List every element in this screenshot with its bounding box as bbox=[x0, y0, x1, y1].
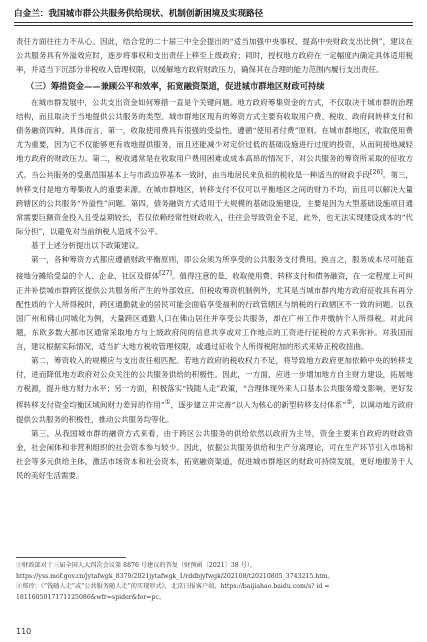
header-rule-thick bbox=[14, 22, 413, 23]
paragraph-financing-methods bbox=[16, 96, 413, 239]
paragraph-second-suggestion bbox=[16, 354, 413, 427]
citation-ref: [27] bbox=[159, 270, 172, 278]
paragraph-text: 第一，各种筹资方式都应遵循财政平衡原则，即公众须为所享受的公共服务支付费用。换言之，服务成本尽可能直接地分摊给受益的个人、企业、社区及群体 bbox=[16, 255, 413, 281]
paragraph-text: 第二，筹资收入的规模应与支出责任相匹配。若地方政府的税收权力不足，将导致地方政府更加依赖中央的转移支付，进而降低地方政府对公众关注的公共服务供给的积极性。因此，一方面，应进一步增加地方自主财力建设，拓展地方税源，提升地方财力水平；另一方面，积极落实“钱随人走”政策，“合理体现外来人口基本公共服务增支影响，更好发挥转移支付资金均衡区域间财力差异的作用” bbox=[16, 355, 413, 410]
paragraph-continuation: 责任方面往往力不从心。因此，结合党的二十届三中全会提出的“适当加强中央事权、提高中央财政支出比例”，建议在公共服务具有外溢效应时，逐步将事权和支出责任上移至上级政府；同时，授权地方政府在一定幅度内确定具体适用税率，并适当下沉部分非税收入管理权限，以缓解地方政府财政压力，确保其在合理的能力范围内履行支出责任。 bbox=[16, 37, 413, 75]
running-header: 白金兰：我国城市群公共服务供给现状、机制创新困境及实现路径 bbox=[14, 9, 264, 19]
paragraph-text: 。值得注意的是，收取使用费、转移支付和债务融资，在一定程度上可纠正并补偿城市群跨区提供公共服务所产生的外部效应。但税收筹资机制例外，尤其是当城市群内地方政府征收具有再分配性质的个人所得税时，跨区通勤就业的居民可能会面临享受福利的行政管辖区与纳税的行政辖区不一致的问题。以我国广州和佛山同城化为例，大量跨区通勤人口在佛山居住并享受公共服务，却在广州工作并缴纳个人所得税。对此问题，东欧多数大都市区通常采取地方与上级政府间的信息共享或对工作地点的工资进行征税的方式来弥补。对我国而言，建议根据实际情况，适当扩大地方税收管理权限，或通过征收个人所得税附加的形式来矫正税收扭曲。 bbox=[16, 271, 414, 351]
body-text bbox=[16, 35, 413, 483]
footnote-rule bbox=[16, 557, 126, 558]
paragraph-policy-intro: 基于上述分析提出以下政策建议。 bbox=[31, 241, 144, 251]
paragraph-text: ，以调动地方政府提供公共服务的积极性，推动公共服务均等化。 bbox=[16, 400, 413, 424]
paragraph-third-suggestion: 第三，从我国城市群的融资方式来看，由于跨区公共服务的供给依然以政府为主导，资金主要来自政府的财政资金，社会闲体和非营利组织的社会资本参与较少。因此，依据公共服务供给和生产分离理论，可在生产环节引入市场和社会等多元供给主体，激活市场资本和社会资本，拓宽融资渠道，促进城市群地区的财政可持续发展，更好地服务于人民的美好生活需要。 bbox=[16, 428, 413, 480]
header-rule-thin bbox=[14, 25, 413, 26]
paragraph-text: ，逐步建立并完善“以人为核心的新型转移支付体系” bbox=[170, 400, 347, 410]
footnotes bbox=[16, 561, 413, 603]
footnote-marker: ② bbox=[346, 399, 353, 407]
footnote-marker: ① bbox=[164, 399, 171, 407]
page-number: 110 bbox=[16, 627, 32, 636]
citation-ref: [26] bbox=[370, 169, 383, 177]
paragraph-text: 。第三，转移支付是地方筹集收入的重要来源。在城市群地区，转移支付不仅可以平衡地区之间的财力不均，而且可以解决大量跨辖区的公共服务“外溢性”问题。第四，债务融资方式适用于大规模的基础设施建设，主要是因为大型基础设施项目通常需要巨额资金投入且受益期较长，若仅依赖经常性财政收入，往往会导致资金不足，此外，也无法实现建设成本的“代际分担”，以避免对当前纳税人造成不公平。 bbox=[16, 170, 414, 237]
paragraph-text: 在城市群发展中，公共支出资金如何筹措一直是个关键问题。地方政府筹集资金的方式，不仅取决于城市群的治理结构，而且取决于当地提供公共服务的类型。城市群地区现有的筹资方式主要有收取用户费、税收、政府间转移支付和债务融资四种。具体而言，第一，收取使用费具有很强的受益性，遵循“使用者付费”原则。在城市群地区，收取使用费尤为重要，因为它不仅能够更有效地提供服务，而且还能减少对定价过低的基础设施进行过度的投资，从而间接地减轻地方政府的财政压力。第二，税收通常是在收取用户费用困难或成本高昂的情况下，对公共服务的筹资所采取的征收方式。当公共服务的受惠范围基本上与市政边界基本一致时，由当地居民来负担的税收是一种适当的财政手段 bbox=[16, 98, 413, 180]
paragraph-first-suggestion bbox=[16, 253, 413, 354]
section-heading: （三）筹措资金——兼顾公平和效率，拓宽融资渠道，促进城市群地区财政可持续 bbox=[25, 81, 325, 92]
footnote-1: ①财政部对十三届全国人大四次会议第 8876 号建议的答复（财预函〔2021〕38 号），https://yss.mof.gov.cn/jytafwgk_8379/2021jytafwgk_1/rddbjyfwgk/202108/t20210805_3743215.htm。 bbox=[16, 562, 334, 580]
footnote-2: ②郑玲：《“钱随人走”或“公共服务随人走”的实现形式》，北京日报客户端，https://baijiahao.baidu.com/s? id = 1811605017171125086&wfr=spider&for=pc。 bbox=[16, 583, 330, 601]
